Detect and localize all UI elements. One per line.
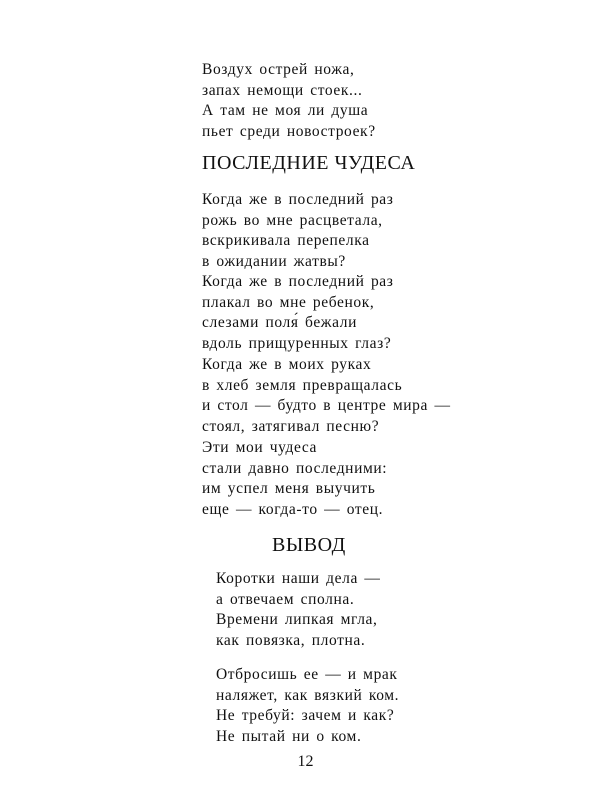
- stanza: [216, 569, 381, 652]
- verse-line: Не требуй: зачем и как?: [216, 707, 395, 725]
- verse-line: Коротки наши дела —: [216, 570, 381, 587]
- poem-ending-stanza: [202, 60, 376, 143]
- verse-line: стоял, затягивал песню?: [202, 418, 380, 436]
- page-number: 12: [297, 753, 314, 770]
- poem-title-conclusion: ВЫВОД: [272, 534, 346, 556]
- stanza: [202, 190, 394, 273]
- verse-line: Отбросишь ее — и мрак: [216, 666, 398, 683]
- verse-line: слезами поля́ бежали: [202, 314, 357, 332]
- verse-line: пьет среди новостроек?: [202, 123, 376, 141]
- verse-line: рожь во мне расцветала,: [202, 211, 383, 229]
- verse-line: стали давно последними:: [202, 459, 388, 477]
- stanza: [202, 272, 394, 355]
- verse-line: еще — когда-то — отец.: [202, 501, 384, 519]
- verse-line: Времени липкая мгла,: [216, 611, 378, 629]
- verse-line: наляжет, как вязкий ком.: [216, 686, 400, 704]
- verse-line: Когда же в моих руках: [202, 356, 372, 373]
- verse-line: как повязка, плотна.: [216, 632, 366, 650]
- verse-line: Эти мои чудеса: [202, 439, 317, 456]
- verse-line: а отвечаем сполна.: [216, 590, 355, 608]
- verse-line: Не пытай ни о ком.: [216, 728, 362, 746]
- stanza: [202, 438, 387, 521]
- verse-line: запах немощи стоек...: [202, 81, 363, 99]
- verse-line: им успел меня выучить: [202, 480, 376, 498]
- verse-line: в ожидании жатвы?: [202, 253, 346, 271]
- verse-line: в хлеб земля превращалась: [202, 376, 403, 394]
- verse-line: Когда же в последний раз: [202, 273, 394, 290]
- stanza: [216, 665, 399, 748]
- verse-line: Воздух острей ножа,: [202, 61, 355, 78]
- verse-line: А там не моя ли душа: [202, 102, 369, 120]
- stanza: [202, 355, 451, 438]
- verse-line: вскрикивала перепелка: [202, 232, 370, 250]
- verse-line: вдоль прищуренных глаз?: [202, 335, 392, 353]
- verse-line: Когда же в последний раз: [202, 191, 394, 208]
- poem-title-last-miracles: ПОСЛЕДНИЕ ЧУДЕСА: [202, 152, 416, 174]
- verse-line: плакал во мне ребенок,: [202, 293, 375, 311]
- verse-line: и стол — будто в центре мира —: [202, 397, 451, 415]
